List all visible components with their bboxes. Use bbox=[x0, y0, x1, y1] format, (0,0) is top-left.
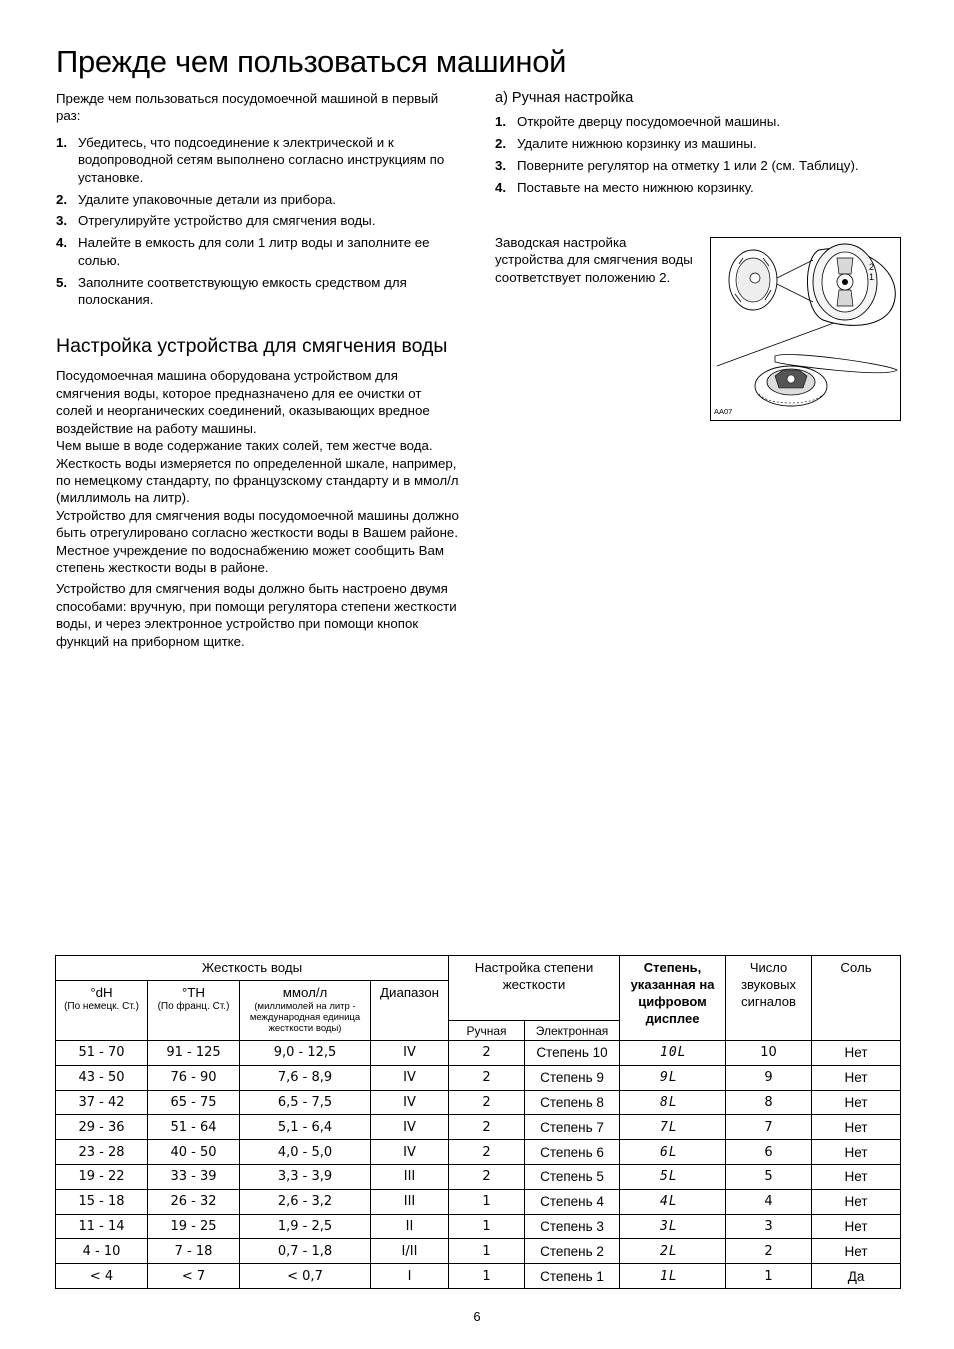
dh-cell: 19 - 22 bbox=[56, 1164, 148, 1189]
section-paragraphs bbox=[56, 367, 461, 650]
manual-step-item bbox=[495, 135, 900, 152]
salt-cell: Нет bbox=[812, 1189, 901, 1214]
range-cell: III bbox=[371, 1164, 449, 1189]
manual-setting-cell: 2 bbox=[449, 1090, 525, 1115]
manual-setting-cell: 1 bbox=[449, 1264, 525, 1289]
beep-count-cell: 5 bbox=[726, 1164, 812, 1189]
beep-count-cell: 6 bbox=[726, 1140, 812, 1165]
dh-cell: 23 - 28 bbox=[56, 1140, 148, 1165]
step-text: Заполните соответствующую емкость средством для полоскания. bbox=[78, 274, 407, 308]
table-body bbox=[56, 1041, 901, 1289]
range-cell: III bbox=[371, 1189, 449, 1214]
step-number: 2. bbox=[56, 191, 68, 207]
first-step-item bbox=[56, 191, 461, 208]
step-number: 2. bbox=[495, 135, 507, 151]
display-level-cell: 5L bbox=[620, 1164, 726, 1189]
step-number: 3. bbox=[56, 213, 68, 229]
electronic-setting-cell: Степень 1 bbox=[525, 1264, 620, 1289]
salt-cell: Нет bbox=[812, 1090, 901, 1115]
page-title: Прежде чем пользоваться машиной bbox=[56, 44, 567, 79]
manual-setting-cell: 2 bbox=[449, 1140, 525, 1165]
th-cell: 51 - 64 bbox=[148, 1115, 240, 1140]
header-dh-sub: (По немецк. Ст.) bbox=[64, 1001, 139, 1012]
th-cell: < 7 bbox=[148, 1264, 240, 1289]
table-row bbox=[56, 1140, 901, 1165]
th-cell: 91 - 125 bbox=[148, 1041, 240, 1066]
magnified-dial-icon bbox=[777, 244, 895, 325]
header-dh-label: °dH bbox=[90, 985, 113, 1000]
beep-count-cell: 1 bbox=[726, 1264, 812, 1289]
range-cell: I bbox=[371, 1264, 449, 1289]
display-level-cell: 7L bbox=[620, 1115, 726, 1140]
section-paragraph: Жесткость воды измеряется по определенной шкале, например, по немецкому стандарту, по французскому стандарту и в ммол/л (миллимоль на литр). bbox=[56, 455, 459, 506]
beep-count-cell: 8 bbox=[726, 1090, 812, 1115]
first-step-item bbox=[56, 212, 461, 229]
table-row bbox=[56, 1065, 901, 1090]
mmol-cell: 3,3 - 3,9 bbox=[240, 1164, 371, 1189]
step-number: 4. bbox=[56, 235, 68, 251]
water-hardness-table bbox=[55, 955, 901, 1289]
step-text: Отрегулируйте устройство для смягчения воды. bbox=[78, 213, 376, 229]
dh-cell: 15 - 18 bbox=[56, 1189, 148, 1214]
section-paragraph: Чем выше в воде содержание таких солей, тем жестче вода. bbox=[56, 438, 433, 454]
manual-setting-cell: 1 bbox=[449, 1189, 525, 1214]
th-cell: 19 - 25 bbox=[148, 1214, 240, 1239]
th-cell: 26 - 32 bbox=[148, 1189, 240, 1214]
display-level-cell: 9L bbox=[620, 1065, 726, 1090]
mmol-cell: 2,6 - 3,2 bbox=[240, 1189, 371, 1214]
th-cell: 40 - 50 bbox=[148, 1140, 240, 1165]
mmol-cell: 1,9 - 2,5 bbox=[240, 1214, 371, 1239]
electronic-setting-cell: Степень 3 bbox=[525, 1214, 620, 1239]
softener-dial-illustration bbox=[711, 238, 900, 420]
step-text: Удалите упаковочные детали из прибора. bbox=[78, 191, 336, 207]
salt-cell: Нет bbox=[812, 1239, 901, 1264]
header-water-hardness: Жесткость воды bbox=[56, 956, 449, 981]
mmol-cell: 5,1 - 6,4 bbox=[240, 1115, 371, 1140]
dh-cell: < 4 bbox=[56, 1264, 148, 1289]
display-level-cell: 1L bbox=[620, 1264, 726, 1289]
display-level-cell: 10L bbox=[620, 1041, 726, 1066]
beep-count-cell: 2 bbox=[726, 1239, 812, 1264]
manual-setting-cell: 1 bbox=[449, 1214, 525, 1239]
mmol-cell: 6,5 - 7,5 bbox=[240, 1090, 371, 1115]
beep-count-cell: 7 bbox=[726, 1115, 812, 1140]
section-paragraph: Посудомоечная машина оборудована устройством для смягчения воды, которое предназначено для ее очистки от солей и неорганических соединений, оказывающих вредное воздействие на работу машины. bbox=[56, 368, 430, 436]
header-manual: Ручная bbox=[449, 1021, 525, 1041]
range-cell: IV bbox=[371, 1115, 449, 1140]
manual-step-item bbox=[495, 157, 900, 174]
manual-step-item bbox=[495, 113, 900, 130]
dh-cell: 11 - 14 bbox=[56, 1214, 148, 1239]
step-text: Удалите нижнюю корзинку из машины. bbox=[517, 135, 757, 151]
manual-steps-list bbox=[495, 113, 900, 196]
th-cell: 76 - 90 bbox=[148, 1065, 240, 1090]
first-steps-list bbox=[56, 134, 461, 309]
table-row bbox=[56, 1214, 901, 1239]
header-th-label: °TH bbox=[181, 985, 206, 1000]
electronic-setting-cell: Степень 2 bbox=[525, 1239, 620, 1264]
step-text: Поверните регулятор на отметку 1 или 2 (см. Таблицу). bbox=[517, 157, 859, 173]
electronic-setting-cell: Степень 5 bbox=[525, 1164, 620, 1189]
salt-cell: Нет bbox=[812, 1065, 901, 1090]
mmol-cell: 7,6 - 8,9 bbox=[240, 1065, 371, 1090]
range-cell: IV bbox=[371, 1090, 449, 1115]
header-th bbox=[148, 981, 240, 1041]
range-cell: IV bbox=[371, 1140, 449, 1165]
first-step-item bbox=[56, 234, 461, 269]
step-number: 4. bbox=[495, 179, 507, 195]
manual-step-item bbox=[495, 179, 900, 196]
mmol-cell: 0,7 - 1,8 bbox=[240, 1239, 371, 1264]
beep-count-cell: 9 bbox=[726, 1065, 812, 1090]
dh-cell: 37 - 42 bbox=[56, 1090, 148, 1115]
salt-cell: Нет bbox=[812, 1164, 901, 1189]
salt-cell: Нет bbox=[812, 1214, 901, 1239]
header-beep-count: Число звуковых сигналов bbox=[726, 956, 812, 1041]
step-number: 3. bbox=[495, 157, 507, 173]
right-column bbox=[495, 90, 900, 201]
dial-mark-1: 1 bbox=[869, 272, 875, 282]
electronic-setting-cell: Степень 8 bbox=[525, 1090, 620, 1115]
th-cell: 33 - 39 bbox=[148, 1164, 240, 1189]
mmol-cell: < 0,7 bbox=[240, 1264, 371, 1289]
table-row bbox=[56, 1115, 901, 1140]
page-number: 6 bbox=[473, 1309, 481, 1324]
table-row bbox=[56, 1041, 901, 1066]
display-level-cell: 8L bbox=[620, 1090, 726, 1115]
range-cell: IV bbox=[371, 1065, 449, 1090]
step-text: Налейте в емкость для соли 1 литр воды и заполните ее солью. bbox=[78, 235, 430, 268]
manual-setting-cell: 1 bbox=[449, 1239, 525, 1264]
beep-count-cell: 4 bbox=[726, 1189, 812, 1214]
dial-mark-2: 2 bbox=[869, 262, 875, 272]
salt-cell: Нет bbox=[812, 1140, 901, 1165]
header-hardness-setting: Настройка степени жесткости bbox=[449, 956, 620, 1021]
first-step-item bbox=[56, 134, 461, 186]
table-row bbox=[56, 1264, 901, 1289]
table-row bbox=[56, 1239, 901, 1264]
section-heading: Настройка устройства для смягчения воды bbox=[56, 335, 448, 358]
dh-cell: 43 - 50 bbox=[56, 1065, 148, 1090]
electronic-setting-cell: Степень 9 bbox=[525, 1065, 620, 1090]
table-row bbox=[56, 1189, 901, 1214]
electronic-setting-cell: Степень 6 bbox=[525, 1140, 620, 1165]
step-number: 1. bbox=[495, 114, 507, 129]
step-text: Откройте дверцу посудомоечной машины. bbox=[517, 114, 781, 129]
step-text: Убедитесь, что подсоединение к электрической и к водопроводной сетям выполнено согласно инструкциям по установке. bbox=[78, 134, 445, 185]
th-cell: 7 - 18 bbox=[148, 1239, 240, 1264]
display-level-cell: 4L bbox=[620, 1189, 726, 1214]
manual-setting-cell: 2 bbox=[449, 1065, 525, 1090]
step-text: Поставьте на место нижнюю корзинку. bbox=[517, 179, 754, 195]
manual-setting-heading: а) Ручная настройка bbox=[495, 90, 634, 106]
range-cell: IV bbox=[371, 1041, 449, 1066]
mmol-cell: 4,0 - 5,0 bbox=[240, 1140, 371, 1165]
left-column bbox=[56, 90, 461, 650]
figure-code-label: AA07 bbox=[714, 407, 733, 416]
factory-setting-note: Заводская настройка устройства для смягчения воды соответствует положению 2. bbox=[495, 235, 693, 285]
display-level-cell: 3L bbox=[620, 1214, 726, 1239]
electronic-setting-cell: Степень 10 bbox=[525, 1041, 620, 1066]
manual-setting-cell: 2 bbox=[449, 1164, 525, 1189]
manual-setting-cell: 2 bbox=[449, 1041, 525, 1066]
th-cell: 65 - 75 bbox=[148, 1090, 240, 1115]
display-level-cell: 6L bbox=[620, 1140, 726, 1165]
step-number: 5. bbox=[56, 274, 68, 290]
header-mmol bbox=[240, 981, 371, 1041]
dh-cell: 51 - 70 bbox=[56, 1041, 148, 1066]
beep-count-cell: 10 bbox=[726, 1041, 812, 1066]
electronic-setting-cell: Степень 7 bbox=[525, 1115, 620, 1140]
dh-cell: 29 - 36 bbox=[56, 1115, 148, 1140]
header-salt: Соль bbox=[812, 956, 901, 1041]
display-level-cell: 2L bbox=[620, 1239, 726, 1264]
mmol-cell: 9,0 - 12,5 bbox=[240, 1041, 371, 1066]
range-cell: II bbox=[371, 1214, 449, 1239]
table-row bbox=[56, 1090, 901, 1115]
small-dial-icon bbox=[729, 250, 777, 310]
header-range: Диапазон bbox=[371, 981, 449, 1041]
manual-setting-cell: 2 bbox=[449, 1115, 525, 1140]
electronic-setting-cell: Степень 4 bbox=[525, 1189, 620, 1214]
first-step-item bbox=[56, 274, 461, 309]
section-paragraph: Устройство для смягчения воды посудомоечной машины должно быть отрегулировано согласно жесткости воды в Вашем районе. Местное учреждение по водоснабжению может сообщить Вам степень жесткости воды в районе. bbox=[56, 507, 459, 575]
table-row bbox=[56, 1164, 901, 1189]
header-mmol-label: ммол/л bbox=[282, 985, 328, 1000]
salt-cell: Нет bbox=[812, 1115, 901, 1140]
spray-arm-icon bbox=[755, 355, 897, 406]
header-th-sub: (По франц. Ст.) bbox=[157, 1001, 230, 1012]
header-electronic: Электронная bbox=[525, 1021, 620, 1041]
softener-dial-figure bbox=[710, 237, 901, 421]
dh-cell: 4 - 10 bbox=[56, 1239, 148, 1264]
salt-cell: Да bbox=[812, 1264, 901, 1289]
header-mmol-sub: (миллимолей на литр - международная единица жесткости воды) bbox=[249, 1001, 361, 1034]
beep-count-cell: 3 bbox=[726, 1214, 812, 1239]
header-display-level: Степень, указанная на цифровом дисплее bbox=[620, 956, 726, 1041]
step-number: 1. bbox=[56, 134, 68, 150]
range-cell: I/II bbox=[371, 1239, 449, 1264]
salt-cell: Нет bbox=[812, 1041, 901, 1066]
section-paragraph: Устройство для смягчения воды должно быть настроено двумя способами: вручную, при помощи регулятора степени жесткости воды, и через электронное устройство при помощи кнопок функций на приборном щитке. bbox=[56, 581, 457, 649]
header-dh bbox=[56, 981, 148, 1041]
intro-text: Прежде чем пользоваться посудомоечной машиной в первый раз: bbox=[56, 91, 439, 124]
